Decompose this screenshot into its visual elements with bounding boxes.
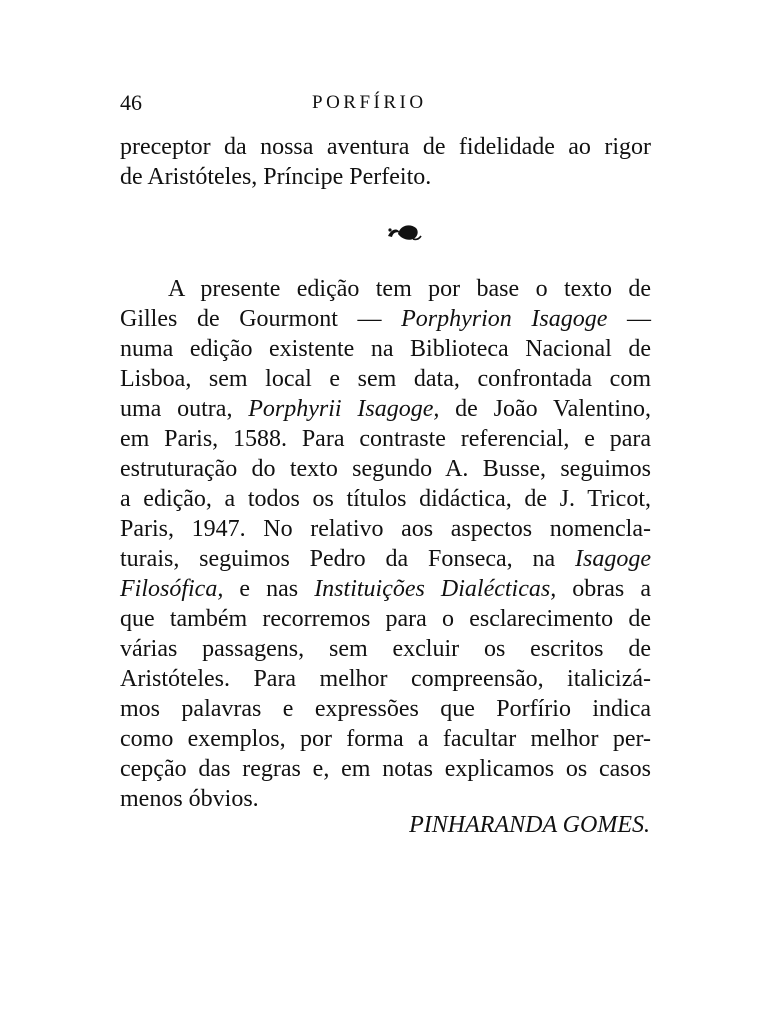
text-segment: obras a [556, 576, 651, 602]
text-segment: de João Valentino, [439, 396, 651, 422]
text-line [120, 304, 651, 334]
text-line: Paris, 1947. No relativo aos aspectos nomencla- [120, 516, 651, 542]
text-line: menos óbvios. [120, 786, 259, 812]
page-number: 46 [120, 90, 142, 115]
text-line: como exemplos, por forma a facultar melhor per- [120, 726, 651, 752]
text-line: A presente edição tem por base o texto de [168, 276, 651, 302]
text-line: em Paris, 1588. Para contraste referencial, e para [120, 426, 651, 452]
text-segment: uma outra, [120, 396, 249, 422]
text-line: a edição, a todos os títulos didáctica, de J. Tricot, [120, 486, 651, 512]
running-title: PORFÍRIO [312, 92, 427, 113]
italic-title: Isagoge [575, 546, 651, 572]
text-line: numa edição existente na Biblioteca Nacional de [120, 336, 651, 362]
text-segment: Gilles de Gourmont — [120, 306, 402, 332]
text-line: cepção das regras e, em notas explicamos os casos [120, 756, 651, 782]
author-signature: PINHARANDA GOMES. [409, 812, 650, 838]
text-line: preceptor da nossa aventura de fidelidade ao rigor [120, 134, 651, 160]
text-line: de Aristóteles, Príncipe Perfeito. [120, 164, 432, 190]
text-line: estruturação do texto segundo A. Busse, seguimos [120, 456, 651, 482]
fleuron-icon [386, 220, 422, 244]
italic-title: Porphyrii Isagoge, [248, 396, 440, 422]
text-line [120, 544, 651, 574]
italic-title: Porphyrion Isagoge [401, 306, 608, 332]
text-line: várias passagens, sem excluir os escritos de [120, 636, 651, 662]
text-segment: turais, seguimos Pedro da Fonseca, na [120, 546, 576, 572]
text-line [120, 394, 651, 424]
text-segment: — [607, 306, 651, 332]
text-line: Aristóteles. Para melhor compreensão, italicizá- [120, 666, 651, 692]
italic-title: Instituições Dialécticas, [314, 576, 557, 602]
text-segment: e nas [223, 576, 315, 602]
text-line: Lisboa, sem local e sem data, confrontada com [120, 366, 651, 392]
text-line: que também recorremos para o esclarecimento de [120, 606, 651, 632]
italic-title: Filosófica, [120, 576, 224, 602]
text-line: mos palavras e expressões que Porfírio indica [120, 696, 651, 722]
text-line [120, 574, 651, 604]
